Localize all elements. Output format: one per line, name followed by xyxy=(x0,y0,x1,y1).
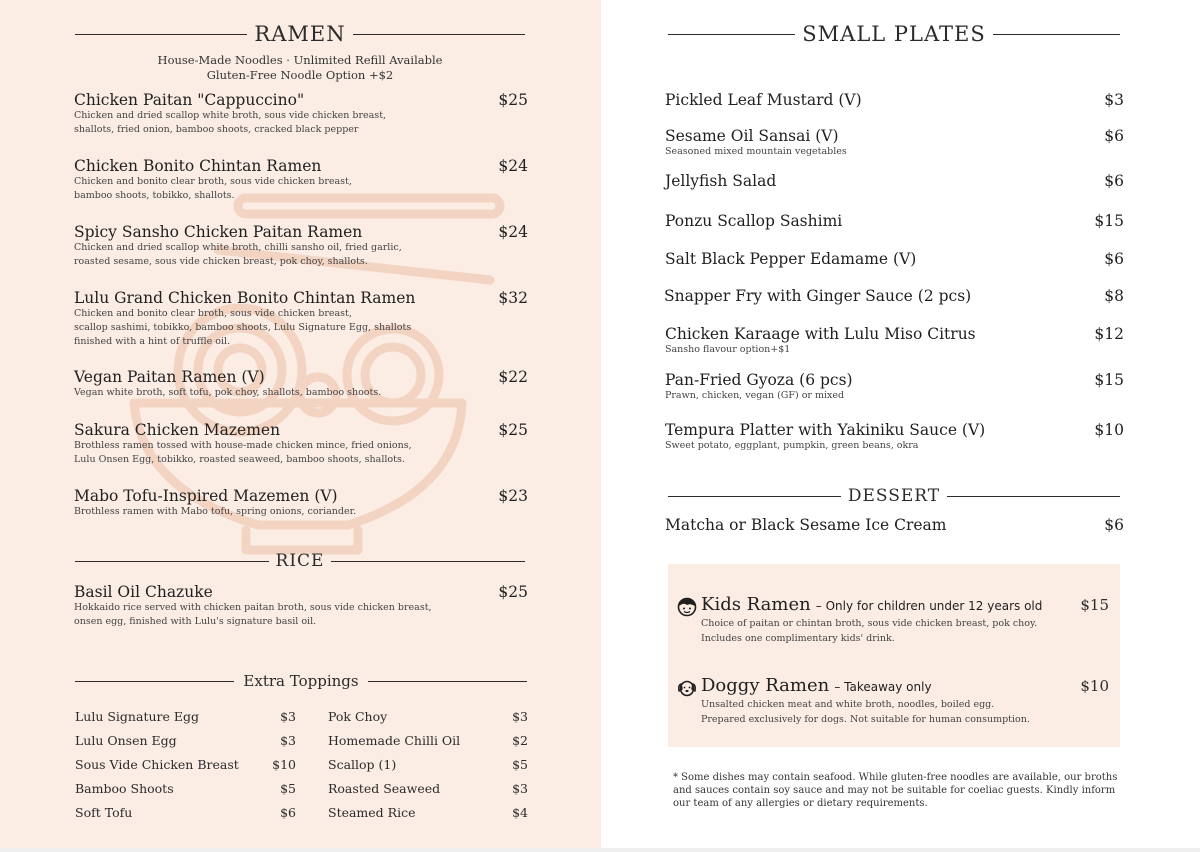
topping-scallop: Scallop (1) xyxy=(328,757,397,772)
topping-price: $3 xyxy=(512,709,528,724)
menu-item-snapper-fry: Snapper Fry with Ginger Sauce (2 pcs) $8 xyxy=(664,287,1124,305)
small-plates-heading: SMALL PLATES xyxy=(668,22,1120,46)
menu-item-chicken-paitan: Chicken Paitan "Cappuccino" Chicken and dried scallop white broth, sous vide chicken breast, shallots, fried onion, bamboo shoots, cracked black pepper $25 xyxy=(74,91,528,135)
menu-item-ice-cream: Matcha or Black Sesame Ice Cream $6 xyxy=(665,516,1124,534)
dessert-heading: DESSERT xyxy=(668,486,1120,506)
topping-price: $5 xyxy=(512,757,528,772)
topping-steamed-rice: Steamed Rice xyxy=(328,805,416,820)
topping-pok-choy: Pok Choy xyxy=(328,709,388,724)
topping-price: $3 xyxy=(280,733,296,748)
kids-ramen: Kids Ramen – Only for children under 12 years old Choice of paitan or chintan broth, sous vide chicken breast, pok choy. Includes one complimentary kids' drink. $15 xyxy=(701,594,1111,645)
menu-item-tempura-platter: Tempura Platter with Yakiniku Sauce (V) Sweet potato, eggplant, pumpkin, green beans, okra $10 xyxy=(665,421,1124,451)
topping-bamboo-shoots: Bamboo Shoots xyxy=(75,781,174,796)
topping-price: $10 xyxy=(272,757,296,772)
menu-item-vegan-paitan: Vegan Paitan Ramen (V) Vegan white broth, soft tofu, pok choy, shallots, bamboo shoots. $22 xyxy=(74,368,528,398)
menu-item-ponzu-scallop-sashimi: Ponzu Scallop Sashimi $15 xyxy=(665,212,1124,230)
menu-item-salt-pepper-edamame: Salt Black Pepper Edamame (V) $6 xyxy=(665,250,1124,268)
topping-sous-vide-chicken: Sous Vide Chicken Breast xyxy=(75,757,239,772)
child-face-icon xyxy=(677,597,697,617)
topping-price: $6 xyxy=(280,805,296,820)
left-panel xyxy=(0,0,601,848)
menu-item-chicken-bonito-chintan: Chicken Bonito Chintan Ramen Chicken and bonito clear broth, sous vide chicken breast, bamboo shoots, tobikko, shallots. $24 xyxy=(74,157,528,201)
menu-item-jellyfish-salad: Jellyfish Salad $6 xyxy=(665,172,1124,190)
topping-price: $5 xyxy=(280,781,296,796)
topping-price: $3 xyxy=(280,709,296,724)
menu-item-basil-oil-chazuke: Basil Oil Chazuke Hokkaido rice served with chicken paitan broth, sous vide chicken breast, onsen egg, finished with Lulu's signature basil oil. $25 xyxy=(74,583,528,627)
allergy-footnote: * Some dishes may contain seafood. While gluten-free noodles are available, our broths and sauces contain soy sauce and may not be suitable for coeliac guests. Kindly inform our team of any allergies or dietary requirements. xyxy=(673,772,1118,809)
topping-price: $2 xyxy=(512,733,528,748)
menu-item-chicken-karaage: Chicken Karaage with Lulu Miso Citrus Sansho flavour option+$1 $12 xyxy=(665,325,1124,355)
menu-item-mabo-tofu-mazemen: Mabo Tofu-Inspired Mazemen (V) Brothless ramen with Mabo tofu, spring onions, coriander. $23 xyxy=(74,487,528,517)
menu-item-sakura-mazemen: Sakura Chicken Mazemen Brothless ramen tossed with house-made chicken mince, fried onions, Lulu Onsen Egg, tobikko, roasted seaweed, bamboo shoots, shallots. $25 xyxy=(74,421,528,465)
topping-soft-tofu: Soft Tofu xyxy=(75,805,133,820)
menu-item-pan-fried-gyoza: Pan-Fried Gyoza (6 pcs) Prawn, chicken, vegan (GF) or mixed $15 xyxy=(665,371,1124,401)
bottom-border xyxy=(0,848,1200,852)
rice-heading: RICE xyxy=(75,551,525,571)
gluten-free-note: Gluten-Free Noodle Option +$2 xyxy=(206,68,394,82)
menu-item-sesame-oil-sansai: Sesame Oil Sansai (V) Seasoned mixed mountain vegetables $6 xyxy=(665,127,1124,157)
doggy-ramen: Doggy Ramen – Takeaway only Unsalted chicken meat and white broth, noodles, boiled egg. Prepared exclusively for dogs. Not suitable for human consumption. $10 xyxy=(701,675,1111,726)
topping-lulu-signature-egg: Lulu Signature Egg xyxy=(75,709,199,724)
ramen-heading: RAMEN xyxy=(75,22,525,46)
menu-item-lulu-grand: Lulu Grand Chicken Bonito Chintan Ramen Chicken and bonito clear broth, sous vide chicken breast, scallop sashimi, tobikko, bamboo shoots, Lulu Signature Egg, shallots finished with a hint of truffle oil. $32 xyxy=(74,289,528,347)
topping-price: $3 xyxy=(512,781,528,796)
topping-lulu-onsen-egg: Lulu Onsen Egg xyxy=(75,733,177,748)
menu-item-spicy-sansho: Spicy Sansho Chicken Paitan Ramen Chicken and dried scallop white broth, chilli sansho oil, fried garlic, roasted sesame, sous vide chicken breast, pok choy, shallots. $24 xyxy=(74,223,528,267)
topping-homemade-chilli-oil: Homemade Chilli Oil xyxy=(328,733,461,748)
topping-price: $4 xyxy=(512,805,528,820)
topping-roasted-seaweed: Roasted Seaweed xyxy=(328,781,441,796)
toppings-heading: Extra Toppings xyxy=(75,672,527,690)
menu-item-pickled-leaf-mustard: Pickled Leaf Mustard (V) $3 xyxy=(665,91,1124,109)
dog-face-icon xyxy=(677,678,697,698)
ramen-subtitle: House-Made Noodles · Unlimited Refill Available xyxy=(157,53,443,67)
